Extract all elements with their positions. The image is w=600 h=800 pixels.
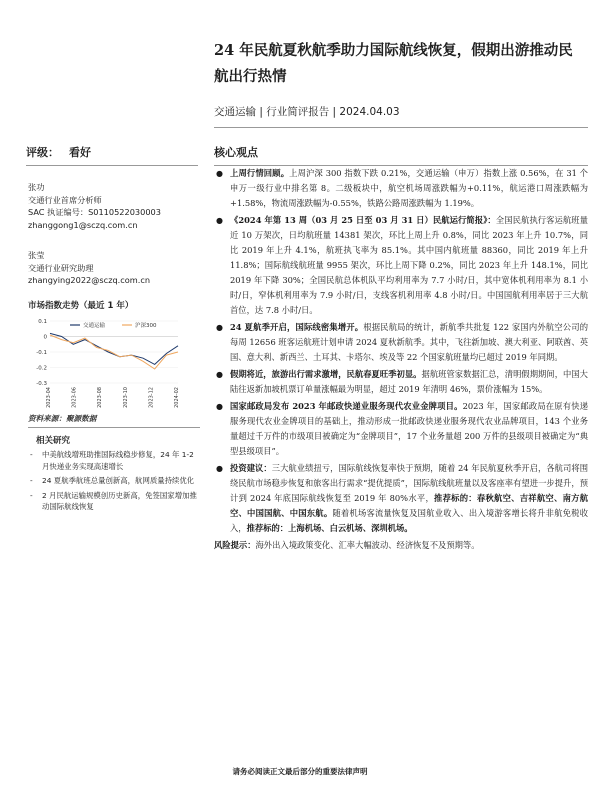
market-index-chart [28, 313, 188, 413]
paragraph-text: 2023 年，国家邮政局在原有快递服务现代农业金牌项目的基础上，推动形成一批邮政快递业服务现代农业品牌项目，143 个业务量超过千万件的市级项目被确定为“金牌项目”，17 个业务量超 200 万件的县级项目被确定为“典型县级项目”。 [230, 401, 588, 456]
analyst-cert: SAC 执证编号：S0110522030003 [28, 207, 161, 217]
paragraph-text: 三大航业绩扭亏，国际航线恢复率快于预期，随着 24 年民航夏秋季开启，各航司将围绕民航市场稳步恢复和旅客出行需求“提优提质”，国际航线航班量以及客座率有望进一步提升，预计到 2024 年底国际航线恢复至 2019 年 80%水平， [230, 463, 588, 503]
rating [26, 144, 91, 160]
risk-text: 海外出入境政策变化、汇率大幅波动、经济恢复不及预期等。 [255, 540, 480, 550]
analyst-role: 交通行业研究助理 [28, 262, 94, 273]
analyst-name: 张莹 [28, 250, 45, 260]
chart-y-tick-label: 0 [43, 334, 47, 341]
chart-title: 市场指数走势（最近 1 年） [28, 301, 134, 311]
related-item[interactable]: - 中美航线增班助推国际线稳步修复，24 年 1-2 月快递业务实现高速增长 [30, 449, 202, 472]
paragraph-text: 根据民航局的统计，新航季共批复 122 家国内外航空公司的每周 12656 班客运航班计划申请 2024 夏秋新航季。其中，飞往新加坡、澳大利亚、阿联酋、英国、意大利、新西兰、土耳其、卡塔尔、埃及等 22 个国家航班量均已超过 2019 年同期。 [230, 322, 588, 362]
rating-value: 看好 [69, 146, 91, 159]
core-paragraph [214, 367, 588, 397]
related-list [30, 449, 202, 516]
chart-svg [28, 313, 188, 413]
paragraph-text: 据航班管家数据汇总，清明假期期间，中国大陆往返新加坡机票订单量涨幅最为明显，超过 2019 年清明 46%，票价涨幅为 15%。 [230, 369, 588, 394]
analyst-name: 张功 [28, 182, 45, 192]
related-item[interactable]: - 24 夏航季航班总量创新高，航网质量持续优化 [30, 476, 195, 485]
chart-source: 资料来源：聚源数据 [28, 414, 97, 423]
core-paragraph [214, 320, 588, 365]
chart-x-tick-label: 2024-02 [174, 387, 180, 408]
chart-y-tick-label: -0.2 [36, 365, 47, 372]
related-rule [28, 427, 200, 428]
chart-y-tick-label: 0.1 [38, 319, 47, 325]
core-paragraph [214, 213, 588, 318]
analyst-email[interactable]: zhanggong1@sczq.com.cn [28, 219, 138, 230]
bullet-icon: ● [216, 323, 223, 332]
paragraph-heading: 国家邮政局发布 2023 年邮政快递业服务现代农业金牌项目。 [230, 401, 463, 411]
report-subtitle: 交通运输 | 行业简评报告 | 2024.04.03 [214, 106, 400, 118]
footer-disclaimer: 请务必阅读正文最后部分的重要法律声明 [232, 767, 368, 776]
related-item-text[interactable]: 中美航线增班助推国际线稳步修复，24 年 1-2 月快递业务实现高速增长 [42, 450, 194, 471]
chart-x-tick-label: 2023-12 [148, 387, 155, 408]
rating-rule [26, 165, 198, 166]
chart-y-tick-label: -0.3 [36, 381, 47, 387]
core-title: 核心观点 [214, 146, 258, 159]
recommendation-airports: 推荐标的：上海机场、白云机场、深圳机场。 [246, 523, 413, 533]
header-rule [214, 127, 588, 128]
paragraph-heading: 假期将近，旅游出行需求激增，民航春夏旺季初显。 [230, 369, 422, 379]
paragraph-text: 上周沪深 300 指数下跌 0.21%，交通运输（申万）指数上涨 0.56%，在 31 个申万一级行业中排名第 8。二级板块中，航空机场周涨跌幅为+0.11%，航运港口周涨跌幅为+1.58%，物流周涨跌幅为-0.55%，铁路公路周涨跌幅为 1.19%。 [230, 168, 588, 208]
chart-legend-label: 交通运输 [83, 323, 106, 329]
analyst-1 [28, 181, 161, 231]
bullet-icon: ● [216, 402, 223, 411]
paragraph-text: 全国民航执行客运航班量近 10 万架次，日均航班量 14381 架次，环比上周上升 0.8%，同比 2023 年上升 10.7%，同比 2019 年上升 4.1%，航班执飞率为 85.1%。其中国内航班量 88360，同比 2019 年上升 11.8%；国际航线航班量 9955 架次，环比上周下降 0.2%，同比 2023 年上升 148.1%，同比 2019 年下降 30%；全国民航总体机队平均利用率为 7.7 小时/日，其中宽体机利用率为 8.1 小时/日，窄体机利用率为 7.9 小时/日，支线客机利用率 4.8 小时/日。中国国航利用率居于三大航首位，达 7.8 小时/日。 [230, 215, 588, 315]
risk-note [214, 538, 588, 553]
core-paragraph [214, 399, 588, 459]
paragraph-heading: 投资建议： [230, 463, 272, 473]
recommendation-airlines: 推荐标的：春秋航空、吉祥航空、南方航空、中国国航、中国东航。 [230, 493, 588, 518]
chart-x-tick-label: 2023-08 [97, 387, 104, 408]
bullet-icon: ● [216, 216, 223, 225]
chart-x-tick-label: 2023-10 [122, 387, 129, 408]
paragraph-heading: 24 夏航季开启，国际线密集增开。 [230, 322, 364, 332]
core-paragraph [214, 461, 588, 536]
chart-series-line [50, 333, 178, 364]
related-item[interactable]: - 2 月民航运输规模创历史新高，免签国家增加推动国际航线恢复 [30, 490, 202, 513]
paragraph-text: 随着机场客流量恢复及国航业收入、出入境游客增长将升非航免税收入， [230, 508, 588, 533]
paragraph-heading: 上周行情回顾。 [230, 168, 290, 178]
core-paragraph [214, 166, 588, 211]
related-item-text[interactable]: 2 月民航运输规模创历史新高，免签国家增加推动国际航线恢复 [42, 490, 197, 511]
rating-label: 评级： [26, 146, 59, 159]
analyst-role: 交通行业首席分析师 [28, 194, 102, 205]
paragraph-heading: 《2024 年第 13 周（03 月 25 日至 03 月 31 日）民航运行简报》： [230, 215, 496, 225]
bullet-icon: ● [216, 370, 223, 379]
chart-x-tick-label: 2023-06 [71, 387, 78, 408]
chart-legend-label: 沪深300 [135, 323, 157, 329]
chart-x-tick-label: 2023-04 [46, 387, 52, 408]
chart-y-tick-label: -0.1 [36, 350, 47, 356]
report-title: 24 年民航夏秋航季助力国际航线恢复，假期出游推动民航出行热情 [214, 42, 573, 85]
bullet-icon: ● [216, 464, 223, 473]
related-item-text[interactable]: 24 夏航季航班总量创新高，航网质量持续优化 [42, 476, 195, 485]
analyst-2 [28, 249, 150, 287]
risk-label: 风险提示： [214, 540, 256, 550]
related-title: 相关研究 [36, 436, 71, 446]
core-body [214, 166, 588, 553]
bullet-icon: ● [216, 169, 223, 178]
analyst-email[interactable]: zhangying2022@sczq.com.cn [28, 275, 151, 285]
